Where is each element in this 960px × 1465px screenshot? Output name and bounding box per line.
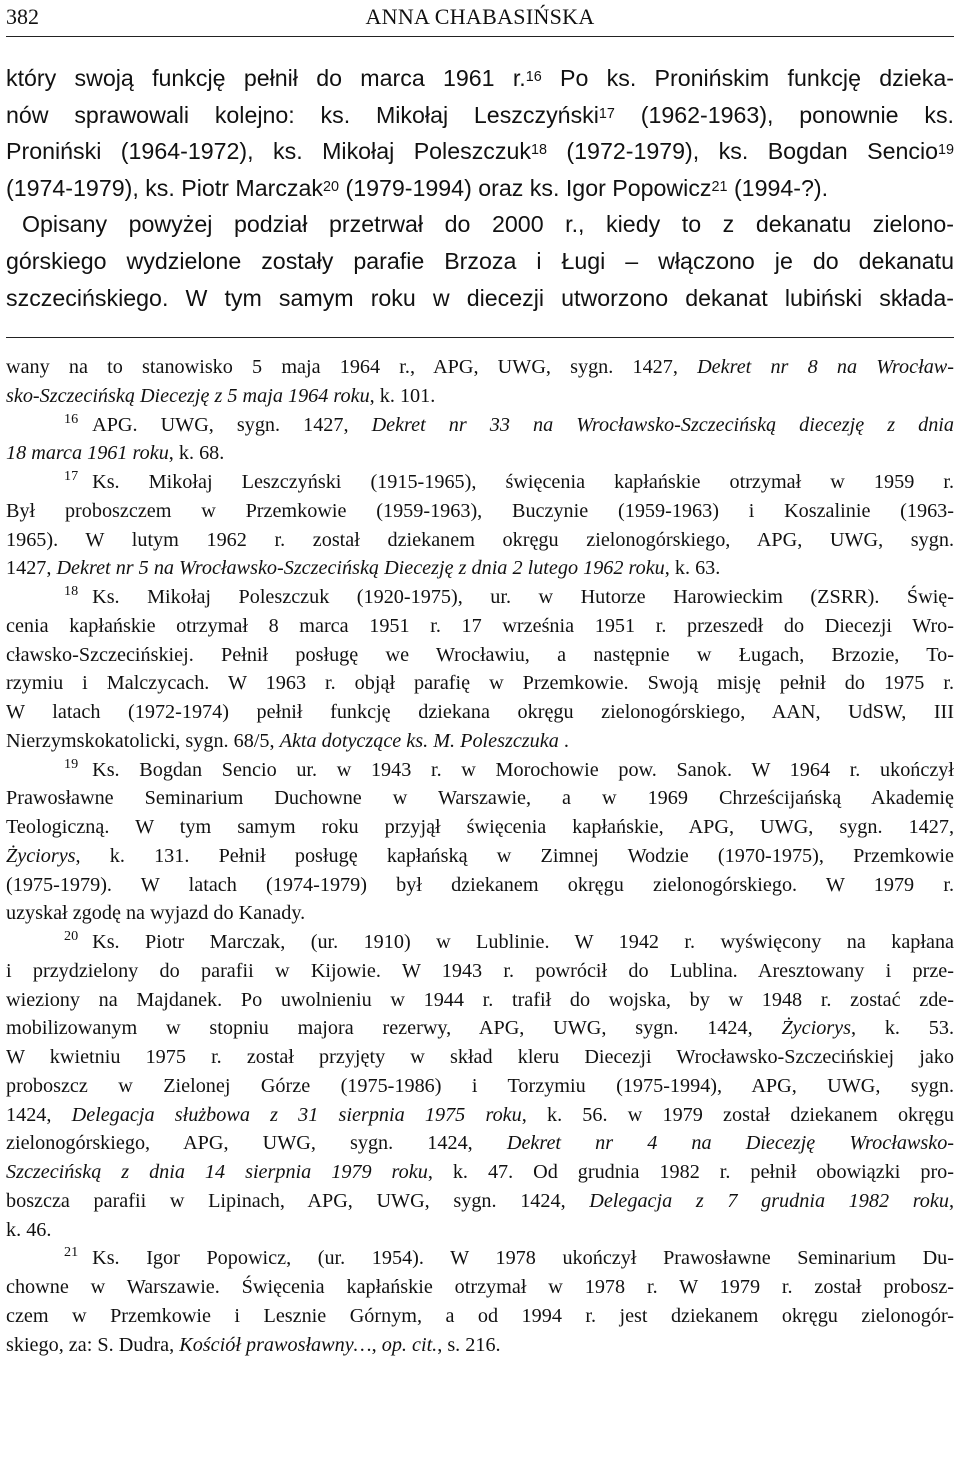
footnote-number: 17 (64, 468, 79, 485)
text-segment: Ks. Mikołaj Leszczyński (1915-1965), święcenia kapłańskie otrzymał w 1959 r. (92, 471, 954, 493)
header-rule (6, 36, 954, 37)
page-number: 382 (6, 4, 39, 29)
footnote-separator (6, 337, 954, 338)
italic-segment: Dekret nr 8 na Wrocław- (697, 356, 954, 378)
footnote-line: Był proboszczem w Przemkowie (1959-1963), Buczynie (1959-1963) i Koszalinie (1963- (6, 499, 954, 522)
italic-segment: Dekret nr 5 na Wrocławsko-Szczecińską Diecezję z dnia 2 lutego 1962 roku (56, 557, 665, 580)
text-segment: Ks. Piotr Marczak, (ur. 1910) w Lublinie. W 1942 r. wyświęcony na kapłana (92, 931, 954, 953)
text-segment: (1962-1963), ponownie ks. (614, 101, 954, 128)
text-segment: , (371, 1333, 382, 1356)
footnote-line: 1965). W lutym 1962 r. został dziekanem okręgu zielonogórskiego, APG, UWG, sygn. (6, 528, 954, 551)
text-segment: Ks. Mikołaj Poleszczuk (1920-1975), ur. w Hutorze Harowieckim (ZSRR). Świę- (92, 586, 954, 608)
text-segment: zielonogórskiego, APG, UWG, sygn. 1424, (6, 1132, 507, 1155)
footnote-line (6, 1331, 954, 1360)
text-segment: nów sprawowali kolejno: ks. Mikołaj Leszczyński (6, 101, 599, 128)
text-segment: Ks. Igor Popowicz, (ur. 1954). W 1978 ukończył Prawosławne Seminarium Du- (92, 1247, 954, 1270)
italic-segment: sko-Szczecińską Diecezję z 5 maja 1964 roku (6, 384, 370, 407)
footnote-line (6, 353, 954, 382)
footnote-ref-21[interactable]: 21 (711, 178, 728, 195)
footnote-line (6, 1101, 954, 1130)
text-segment: (1979-1994) oraz ks. Igor Popowicz (339, 174, 712, 201)
footnote-line: rzymiu i Malczycach. W 1963 r. objął parafię w Przemkowie. Swoją misję pełnił do 1975 r. (6, 672, 954, 695)
footnote-line (6, 554, 954, 583)
footnote-line: cenia kapłańskie otrzymał 8 marca 1951 r. 17 września 1951 r. przeszedł do Diecezji Wro- (6, 614, 954, 637)
text-line: Opisany powyżej podział przetrwał do 2000 r., kiedy to z dekanatu zielono- (22, 211, 954, 238)
text-line (6, 60, 954, 97)
text-segment: , k. 47. Od grudnia 1982 r. pełnił obowiązki pro- (427, 1161, 954, 1183)
footnote-line: Prawosławne Seminarium Duchowne w Warszawie, a w 1969 Chrześcijańską Akademię (6, 787, 954, 810)
footnote-line: (1975-1979). W latach (1974-1979) był dziekanem okręgu zielonogórskiego. W 1979 r. (6, 873, 954, 896)
text-segment: (1972-1979), ks. Bogdan Sencio (546, 138, 939, 165)
italic-segment: Życiorys (6, 844, 76, 867)
footnote-ref-18[interactable]: 18 (530, 142, 547, 159)
footnote-line (6, 1187, 954, 1216)
text-line: szczecińskiego. W tym samym roku w diecezji utworzono dekanat lubiński składa- (6, 284, 954, 311)
footnote-line (6, 842, 954, 871)
text-segment: boszcza parafii w Lipinach, APG, UWG, sygn. 1424, (6, 1189, 590, 1212)
footnote-line (6, 1158, 954, 1187)
footnote-20 (6, 928, 954, 957)
italic-segment: Delegacja służbowa z 31 sierpnia 1975 roku (71, 1103, 522, 1126)
italic-segment: Dekret nr 33 na Wrocławsko-Szczecińską diecezję z dnia (371, 413, 955, 436)
text-segment: Proniński (1964-1972), ks. Mikołaj Poleszczuk (6, 138, 531, 165)
footnote-line: uzyskał zgodę na wyjazd do Kanady. (6, 902, 306, 925)
footnotes (6, 353, 954, 1359)
text-segment: , k. 68. (168, 442, 225, 465)
text-segment: APG. UWG, sygn. 1427, (92, 413, 372, 436)
footnote-ref-19[interactable]: 19 (938, 142, 955, 159)
text-segment: (1994-?). (727, 174, 829, 201)
italic-segment: Szczecińską z dnia 14 sierpnia 1979 roku (6, 1161, 428, 1183)
text-segment: , k. 131. Pełnił posługę kapłańską w Zimnej Wodzie (1970-1975), Przemkowie (75, 844, 954, 867)
footnote-line (6, 439, 954, 468)
footnote-line: i przydzielony do parafii w Kijowie. W 1943 r. powrócił do Lublina. Aresztowany i prze- (6, 959, 954, 982)
footnote-number: 20 (64, 928, 79, 945)
italic-segment: op. cit. (381, 1333, 438, 1356)
footnote-ref-17[interactable]: 17 (598, 105, 615, 122)
text-segment: , k. 101. (369, 384, 436, 407)
footnote-number: 19 (64, 755, 79, 772)
text-segment: (1974-1979), ks. Piotr Marczak (6, 174, 324, 201)
footnote-line (6, 382, 954, 411)
footnote-line: czem w Przemkowie i Lesznie Górnym, a od 1994 r. jest dziekanem okręgu zielonogór- (6, 1304, 954, 1327)
footnote-ref-16[interactable]: 16 (525, 68, 542, 85)
footnote-line: wieziony na Majdanek. Po uwolnieniu w 1944 r. trafił do wojska, by w 1948 r. zostać zde- (6, 988, 954, 1011)
text-segment: . (558, 729, 569, 752)
text-line: górskiego wydzielone zostały parafie Brzoza i Ługi – włączono je do dekanatu (6, 247, 954, 274)
text-segment: Po ks. Pronińskim funkcję dzieka- (541, 65, 954, 91)
text-line (6, 170, 954, 207)
italic-segment: Życiorys (781, 1017, 851, 1040)
footnote-line: W kwietniu 1975 r. został przyjęty w skład kleru Diecezji Wrocławsko-Szczecińskiej jako (6, 1046, 954, 1068)
footnote-line: chowne w Warszawie. Święcenia kapłańskie otrzymał w 1978 r. W 1979 r. został probosz- (6, 1276, 954, 1298)
footnote-line (6, 727, 954, 756)
text-segment: Ks. Bogdan Sencio ur. w 1943 r. w Morochowie pow. Sanok. W 1964 r. ukończył (92, 758, 954, 781)
text-segment: , (948, 1189, 954, 1212)
main-text (6, 60, 954, 316)
text-segment: , k. 63. (664, 557, 721, 580)
italic-segment: Kościół prawosławny… (179, 1333, 372, 1356)
footnote-16 (6, 411, 954, 440)
text-segment: Nierzymskokatolicki, sygn. 68/5, (6, 729, 280, 752)
text-segment: skiego, za: S. Dudra, (6, 1333, 180, 1356)
page-header (6, 0, 954, 37)
footnote-line: W latach (1972-1974) pełnił funkcję dziekana okręgu zielonogórskiego, AAN, UdSW, III (6, 701, 954, 723)
text-segment: 1424, (6, 1103, 72, 1126)
text-segment: 1427, (6, 557, 57, 580)
text-segment: który swoją funkcję pełnił do marca 1961 r. (6, 65, 526, 91)
text-line (6, 133, 954, 170)
footnote-line: proboszcz w Zielonej Górze (1975-1986) i Torzymiu (1975-1994), APG, UWG, sygn. (6, 1074, 954, 1097)
footnote-line: cławsko-Szczecińskiej. Pełnił posługę we Wrocławiu, a następnie w Ługach, Brzozie, To- (6, 643, 954, 666)
italic-segment: Delegacja z 7 grudnia 1982 roku (589, 1189, 949, 1212)
footnote-number: 18 (64, 583, 79, 600)
italic-segment: Dekret nr 4 na Diecezję Wrocławsko- (506, 1132, 955, 1155)
footnote-line (6, 1129, 954, 1158)
footnote-line: k. 46. (6, 1218, 52, 1241)
footnote-17 (6, 468, 954, 497)
text-segment: , k. 56. w 1979 został dziekanem okręgu (521, 1103, 955, 1126)
footnote-21 (6, 1244, 954, 1273)
text-segment: , s. 216. (437, 1333, 501, 1356)
footnote-number: 16 (64, 410, 79, 427)
footnote-line: Teologiczną. W tym samym roku przyjął święcenia kapłańskie, APG, UWG, sygn. 1427, (6, 816, 954, 838)
italic-segment: Akta dotyczące ks. M. Poleszczuka (279, 729, 559, 752)
footnote-ref-20[interactable]: 20 (323, 178, 340, 195)
running-head: ANNA CHABASIŃSKA (365, 4, 595, 29)
footnote-19 (6, 756, 954, 785)
footnote-line (6, 1014, 954, 1043)
footnote-number: 21 (64, 1244, 79, 1261)
text-segment: wany na to stanowisko 5 maja 1964 r., APG, UWG, sygn. 1427, (6, 356, 698, 378)
text-segment: , k. 53. (850, 1017, 954, 1040)
footnote-18 (6, 583, 954, 612)
text-segment: mobilizowanym w stopniu majora rezerwy, APG, UWG, sygn. 1424, (6, 1017, 782, 1040)
italic-segment: 18 marca 1961 roku (6, 442, 169, 465)
text-line (6, 97, 954, 134)
